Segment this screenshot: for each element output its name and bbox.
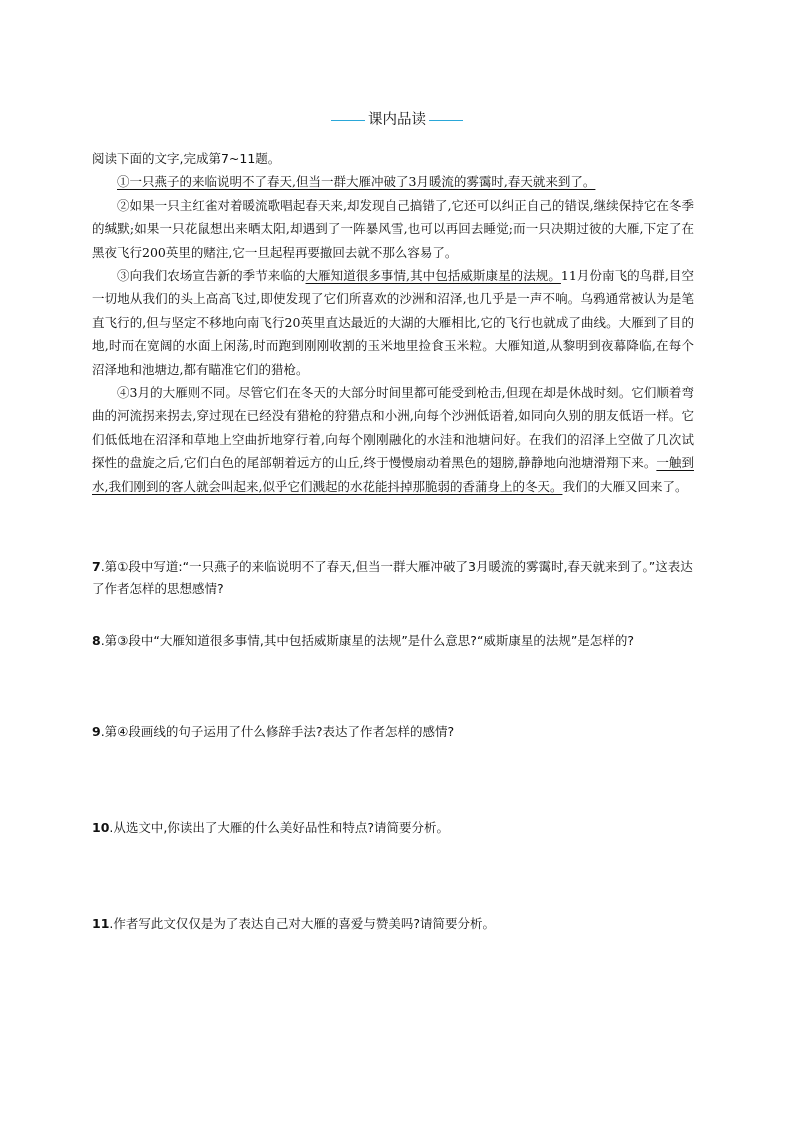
- paragraph-1: [92, 170, 694, 193]
- title-right-rule: [429, 120, 463, 121]
- reading-passage: [92, 147, 694, 498]
- question-text: .第①段中写道:“一只燕子的来临说明不了春天,但当一群大雁冲破了3月暖流的雾霭时,春天就来到了。”这表达了作者怎样的思想感情?: [92, 559, 693, 596]
- paragraph-2: ②如果一只主红雀对着暖流歌唱起春天来,却发现自己搞错了,它还可以纠正自己的错误,继续保持它在冬季的缄默;如果一只花鼠想出来晒太阳,却遇到了一阵暴风雪,也可以再回去睡觉;而一只决期过彼的大雁,下定了在黑夜飞行200英里的赌注,它一旦起程再要撤回去就不那么容易了。: [92, 197, 694, 260]
- question-number: 11: [92, 916, 110, 931]
- question-number: 8: [92, 633, 101, 648]
- question-text: .第④段画线的句子运用了什么修辞手法?表达了作者怎样的感情?: [100, 724, 455, 739]
- question-text: .从选文中,你读出了大雁的什么美好品性和特点?请简要分析。: [109, 820, 449, 835]
- question-10: [92, 817, 702, 839]
- underlined-sentence: ①一只燕子的来临说明不了春天,但当一群大雁冲破了3月暖流的雾霭时,春天就来到了。: [117, 174, 596, 190]
- paragraph-text: 11月份南飞的鸟群,目空一切地从我们的头上高高飞过,即使发现了它们所喜欢的沙洲和沼泽,也几乎是一声不响。乌鸦通常被认为是笔直飞行的,但与坚定不移地向南飞行20英里直达最近的大湖的大雁相比,它的飞行也就成了曲线。大雁到了目的地,时而在宽阔的水面上闲荡,时而跑到刚刚收割的玉米地里捡食玉米粒。大雁知道,从黎明到夜幕降临,在每个沼泽地和池塘边,都有瞄准它们的猎枪。: [92, 268, 694, 377]
- section-title: [0, 108, 794, 129]
- paragraph-text: ④3月的大雁则不同。尽管它们在冬天的大部分时间里都可能受到枪击,但现在却是休战时刻。它们顺着弯曲的河流拐来拐去,穿过现在已经没有猎枪的狩猎点和小洲,向每个沙洲低语着,如同向久别的朋友低语一样。它们低低地在沼泽和草地上空曲折地穿行着,向每个刚刚融化的水洼和池塘问好。在我们的沼泽上空做了几次试探性的盘旋之后,它们白色的尾部朝着远方的山丘,终于慢慢扇动着黑色的翅膀,静静地向池塘滑翔下来。: [92, 385, 694, 471]
- title-left-rule: [331, 120, 365, 121]
- question-text: .第③段中“大雁知道很多事情,其中包括威斯康星的法规”是什么意思?“威斯康星的法规”是怎样的?: [100, 633, 635, 648]
- paragraph-3: [92, 264, 694, 381]
- section-title-text: 课内品读: [368, 112, 426, 128]
- question-number: 10: [92, 820, 110, 835]
- underlined-sentence: 大雁知道很多事情,其中包括威斯康星的法规。: [305, 268, 561, 284]
- underlined-sentence: 一触到水,我们刚到的客人就会叫起来,似乎它们溅起的水花能抖掉那脆弱的香蒲身上的冬天。: [92, 455, 694, 494]
- question-7: [92, 556, 702, 600]
- instruction: 阅读下面的文字,完成第7~11题。: [92, 151, 281, 166]
- question-number: 7: [92, 559, 101, 574]
- question-text: .作者写此文仅仅是为了表达自己对大雁的喜爱与赞美吗?请简要分析。: [109, 916, 496, 931]
- question-9: [92, 721, 702, 743]
- paragraph-text: ③向我们农场宣告新的季节来临的: [117, 268, 306, 284]
- paragraph-text: 我们的大雁又回来了。: [562, 478, 688, 494]
- paragraph-4: [92, 381, 694, 498]
- question-11: [92, 913, 702, 935]
- question-8: [92, 630, 702, 652]
- question-number: 9: [92, 724, 101, 739]
